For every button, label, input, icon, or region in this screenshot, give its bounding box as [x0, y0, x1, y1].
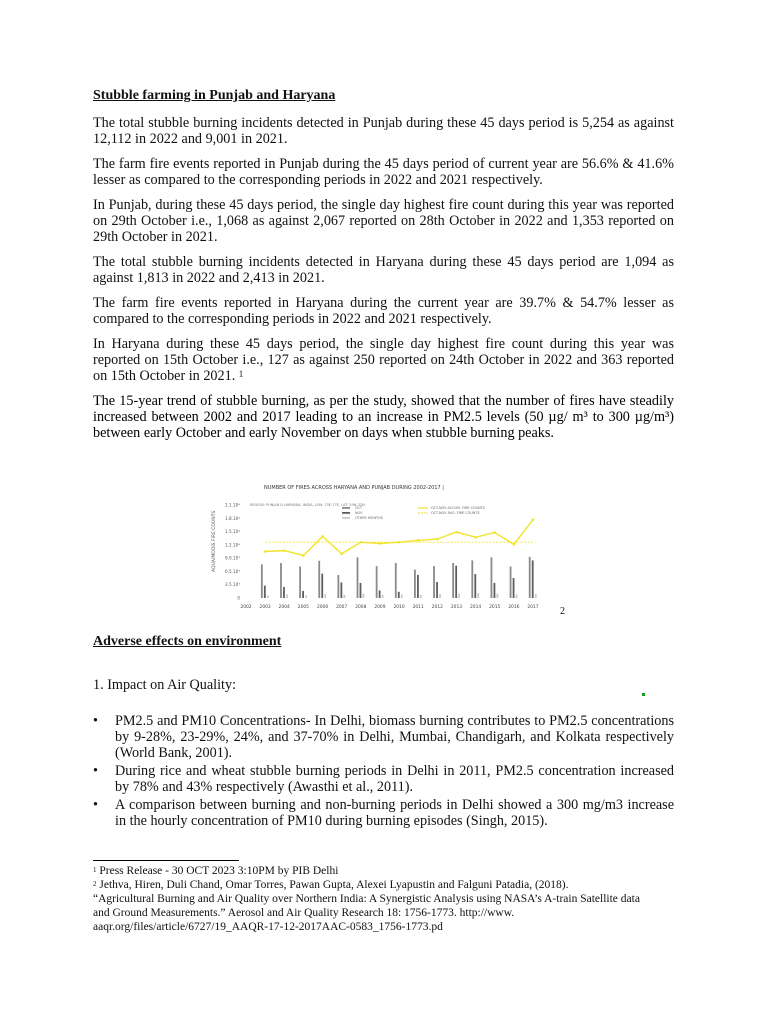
- paragraph-haryana-highest: [93, 336, 674, 384]
- x-tick-label: 2014: [470, 605, 482, 610]
- subheading-air-quality: 1. Impact on Air Quality:: [93, 677, 237, 693]
- x-tick-label: 2004: [278, 605, 290, 610]
- bar-nov: [417, 575, 419, 598]
- point-accum: [264, 550, 267, 553]
- fires-chart-svg: [200, 477, 545, 615]
- section-heading-stubble: Stubble farming in Punjab and Haryana: [93, 88, 336, 103]
- chart-ylabel: AQUA/MODIS FIRE COUNTS: [212, 510, 217, 572]
- paragraph-punjab-percent: The farm fire events reported in Punjab during the 45 days period of current year are 56.6% & 41.6% lesser as compared to the corresponding periods in 2022 and 2021 respectively.: [93, 156, 674, 188]
- bullet-text: During rice and wheat stubble burning periods in Delhi in 2011, PM2.5 concentration increased by 78% and 43% respectively (Awasthi et al., 2011).: [115, 763, 674, 795]
- x-tick-label: 2007: [336, 605, 348, 610]
- bar-oct: [318, 561, 320, 598]
- bar-other: [458, 594, 460, 598]
- legend-label: OCT: [355, 506, 363, 510]
- bar-oct: [414, 570, 416, 598]
- paragraph-haryana-total: The total stubble burning incidents detected in Haryana during these 45 days period are 1,094 as against 1,813 in 2022 and 2,413 in 2021.: [93, 254, 674, 286]
- bar-nov: [283, 587, 285, 598]
- bullet-marker: •: [93, 713, 98, 729]
- bar-oct: [471, 560, 473, 598]
- legend-swatch: [342, 517, 350, 519]
- bar-other: [535, 594, 537, 598]
- y-tick-label: 1.8.10⁴: [225, 515, 240, 521]
- point-accum: [302, 554, 305, 557]
- bar-other: [267, 595, 269, 598]
- fires-chart: [200, 477, 545, 615]
- bar-oct: [280, 563, 282, 598]
- bar-other: [363, 594, 365, 598]
- point-accum: [340, 552, 343, 555]
- legend-label: OTHER MONTHS: [355, 516, 383, 520]
- bar-nov: [321, 574, 323, 598]
- x-tick-label: 2015: [489, 605, 501, 610]
- x-tick-label: 2010: [393, 605, 405, 610]
- y-tick-label: 2.1.10⁴: [225, 502, 240, 508]
- bar-nov: [360, 583, 362, 598]
- legend-label: NOV: [355, 511, 363, 515]
- bar-nov: [455, 566, 457, 598]
- bar-nov: [474, 574, 476, 598]
- paragraph-trend: The 15-year trend of stubble burning, as per the study, showed that the number of fires have steadily increased between 2002 and 2017 leading to an increase in PM2.5 levels (50 µg/ m³ to 300 µg/m³) between early October and early November on days when stubble burning peaks.: [93, 393, 674, 441]
- bar-nov: [532, 560, 534, 598]
- bar-other: [477, 593, 479, 598]
- y-tick-label: 0: [237, 595, 240, 601]
- bar-other: [401, 594, 403, 598]
- legend-swatch: [342, 512, 350, 514]
- bullet-item: [93, 763, 674, 795]
- bullet-list: [93, 713, 674, 829]
- bullet-text: A comparison between burning and non-burning periods in Delhi showed a 300 mg/m3 increase in the hourly concentration of PM10 during burning episodes (Singh, 2015).: [115, 797, 674, 829]
- footnote-separator: [93, 860, 239, 861]
- bar-oct: [491, 557, 493, 598]
- bar-other: [420, 595, 422, 598]
- section-heading-adverse: Adverse effects on environment: [93, 634, 282, 649]
- chart-title: NUMBER OF FIRES ACROSS HARYANA AND PUNJAB DURING 2002-2017 |: [264, 485, 444, 491]
- figure-footnote-ref: 2: [560, 606, 565, 617]
- bar-nov: [302, 591, 304, 598]
- bar-oct: [299, 567, 301, 598]
- x-tick-label: 2005: [297, 605, 309, 610]
- bar-nov: [398, 592, 400, 598]
- bullet-text: PM2.5 and PM10 Concentrations- In Delhi, biomass burning contributes to PM2.5 concentrations by 9-28%, 23-29%, 24%, and 37-70% in Delhi, Mumbai, Chandigarh, and Kolkata respectively (World Bank, 2001).: [115, 713, 674, 761]
- bar-other: [382, 595, 384, 598]
- point-accum: [283, 549, 286, 552]
- bar-oct: [529, 557, 531, 598]
- paragraph-punjab-total: The total stubble burning incidents detected in Punjab during these 45 days period is 5,254 as against 12,112 in 2022 and 9,001 in 2021.: [93, 115, 674, 147]
- footnote-2-number: 2: [93, 880, 97, 888]
- point-accum: [417, 539, 420, 542]
- bar-nov: [264, 586, 266, 598]
- x-tick-label: 2006: [316, 605, 329, 610]
- bar-oct: [452, 563, 454, 598]
- bar-oct: [395, 563, 397, 598]
- bar-oct: [510, 567, 512, 598]
- bar-other: [324, 594, 326, 598]
- bar-other: [286, 594, 288, 598]
- x-tick-label: 2012: [431, 605, 443, 610]
- x-tick-label: 2002: [240, 605, 252, 610]
- footnote-2-citation: “Agricultural Burning and Air Quality over Northern India: A Synergistic Analysis using NASA’s A-train Satellite data and Ground Measurements.” Aerosol and Air Quality Research 18: 1756-1773. http://www. aaqr.org/files/article/6727/19_AAQR-17-12-2017AAC-0583_1756-1773.pd: [93, 893, 640, 933]
- bar-oct: [261, 564, 263, 598]
- y-tick-label: 6.5.10³: [225, 568, 240, 574]
- legend-label: OCT-NOV ACCUM. FIRE COUNTS: [431, 506, 485, 510]
- bullet-marker: •: [93, 763, 98, 779]
- stray-mark: [642, 693, 645, 696]
- x-tick-label: 2003: [259, 605, 271, 610]
- paragraph-haryana-highest-text: In Haryana during these 45 days period, the single day highest fire count during this year was reported on 15th October i.e., 127 as against 250 reported on 24th October in 2022 and 363 reported on 15th October in 2021.: [93, 336, 674, 384]
- bullet-item: [93, 713, 674, 761]
- bullet-marker: •: [93, 797, 98, 813]
- bar-other: [305, 595, 307, 598]
- bar-oct: [433, 566, 435, 598]
- section-adverse-effects: [93, 634, 674, 831]
- x-tick-label: 2016: [508, 605, 520, 610]
- paragraph-punjab-highest: In Punjab, during these 45 days period, the single day highest fire count during this year was reported on 29th October i.e., 1,068 as against 2,067 reported on 28th October in 2022 and 1,353 reported on 29th October in 2021.: [93, 197, 674, 245]
- point-accum: [436, 538, 439, 541]
- footnote-ref-1: 1: [238, 369, 244, 379]
- footnote-1-number: 1: [93, 866, 97, 874]
- x-tick-label: 2013: [450, 605, 463, 610]
- y-tick-label: 1.2.10⁴: [225, 542, 240, 548]
- footnote-1: [93, 864, 653, 878]
- point-accum: [493, 531, 496, 534]
- bar-oct: [357, 557, 359, 598]
- bar-oct: [337, 575, 339, 598]
- footnote-2: [93, 878, 653, 892]
- bar-nov: [436, 582, 438, 598]
- x-tick-label: 2017: [527, 605, 539, 610]
- point-accum: [532, 518, 535, 521]
- chart-annotation: REGION: PUNJAB & HARYANA, INDIA, LON: 73E-77E, LAT: 29N-32N: [250, 503, 365, 507]
- bar-other: [497, 594, 499, 598]
- footnotes: [93, 864, 653, 934]
- footnote-2-text: Jethva, Hiren, Duli Chand, Omar Torres, Pawan Gupta, Alexei Lyapustin and Falguni Patadia, (2018).: [99, 879, 569, 891]
- y-tick-label: 3.5.10³: [225, 582, 240, 588]
- point-accum: [474, 536, 477, 539]
- bar-oct: [376, 566, 378, 598]
- bullet-item: [93, 797, 674, 829]
- paragraph-haryana-percent: The farm fire events reported in Haryana during the current year are 39.7% & 54.7% lesser as compared to the corresponding periods in 2022 and 2021 respectively.: [93, 295, 674, 327]
- bar-other: [516, 594, 518, 598]
- y-tick-label: 1.5.10⁴: [225, 529, 240, 535]
- x-tick-label: 2008: [355, 605, 367, 610]
- bar-other: [343, 595, 345, 598]
- bar-other: [439, 594, 441, 598]
- bar-nov: [513, 578, 515, 598]
- x-tick-label: 2011: [412, 605, 424, 610]
- y-tick-label: 9.0.10³: [225, 555, 240, 561]
- point-accum: [321, 535, 324, 538]
- point-accum: [455, 531, 458, 534]
- legend-label: OCT-NOV AVG. FIRE COUNTS: [431, 511, 480, 515]
- legend-swatch: [342, 507, 350, 509]
- document-body: [93, 88, 674, 450]
- bar-nov: [379, 590, 381, 598]
- bar-nov: [340, 583, 342, 599]
- x-tick-label: 2009: [374, 605, 386, 610]
- footnote-1-text: Press Release - 30 OCT 2023 3:10PM by PIB Delhi: [99, 865, 339, 877]
- point-accum: [513, 543, 516, 546]
- bar-nov: [494, 583, 496, 598]
